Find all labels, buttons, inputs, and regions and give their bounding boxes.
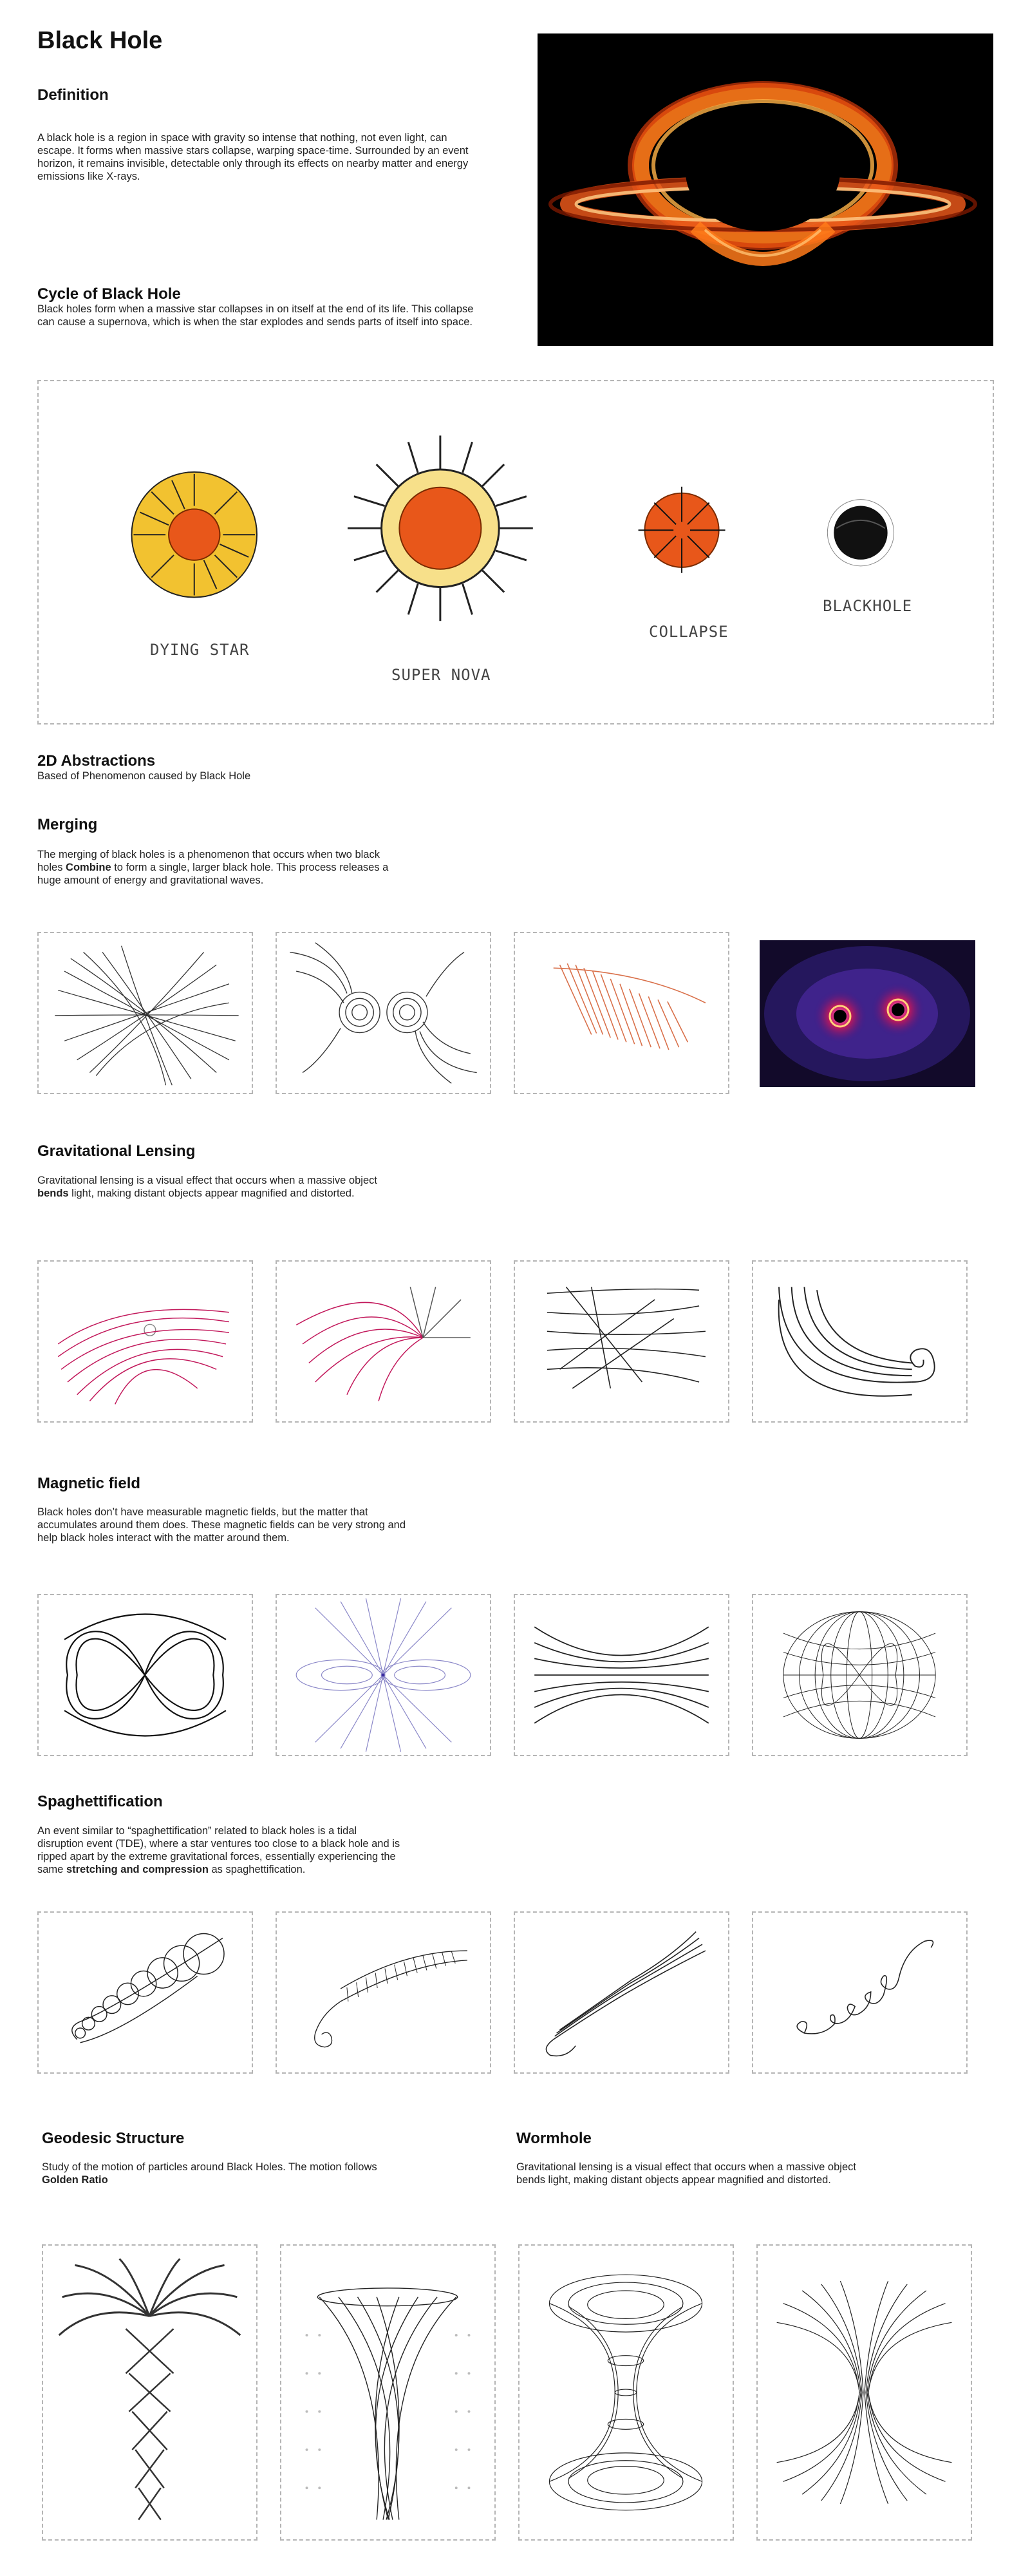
magnetic-text: Black holes don’t have measurable magnetic fields, but the matter that accumulates around them does. These magnetic fields can be very strong and help black holes interact with the matter around them. (37, 1506, 406, 1544)
supernova-sketch (348, 435, 533, 621)
stage-label-super-nova: SUPER NOVA (391, 666, 491, 684)
merging-sketch-3 (514, 932, 729, 1094)
geodesic-heading: Geodesic Structure (42, 2130, 185, 2147)
merging-sketch-1 (37, 932, 253, 1094)
cycle-illustration-box (37, 380, 994, 724)
spaghetti-sketch-1 (37, 1911, 253, 2074)
stage-label-blackhole: BLACKHOLE (823, 597, 913, 615)
wormhole-sketch-1 (518, 2244, 734, 2541)
abstractions-heading: 2D Abstractions (37, 752, 156, 770)
magnetic-heading: Magnetic field (37, 1475, 141, 1492)
lensing-sketch-3 (514, 1260, 729, 1423)
spaghetti-text: An event similar to “spaghettification” related to black holes is a tidal disruption event (TDE), where a star ventures too close to a black hole and is ripped apart by the extreme gravitational forces, essentially experiencing the same stretching and compression as spaghettification. (37, 1825, 400, 1875)
wormhole-text: Gravitational lensing is a visual effect that occurs when a massive object bends light, making distant objects appear magnified and distorted. (516, 2161, 856, 2186)
lensing-sketch-2 (276, 1260, 491, 1423)
lensing-text: Gravitational lensing is a visual effect that occurs when a massive object bends light, making distant objects appear magnified and distorted. (37, 1175, 377, 1199)
merging-text: The merging of black holes is a phenomenon that occurs when two black holes Combine to form a single, larger black hole. This process releases a huge amount of energy and gravitational waves. (37, 849, 389, 886)
geodesic-text: Study of the motion of particles around Black Holes. The motion follows Golden Ratio (42, 2161, 377, 2186)
magnetic-sketch-3 (514, 1594, 729, 1756)
lensing-heading: Gravitational Lensing (37, 1142, 196, 1160)
spaghetti-heading: Spaghettification (37, 1793, 163, 1810)
stage-label-dying-star: DYING STAR (150, 641, 250, 659)
stage-label-collapse: COLLAPSE (649, 623, 729, 641)
spaghetti-sketch-4 (752, 1911, 968, 2074)
dying-star-sketch (131, 472, 257, 598)
cycle-sketches (39, 381, 993, 723)
magnetic-sketch-4 (752, 1594, 968, 1756)
lensing-sketch-4 (752, 1260, 968, 1423)
wormhole-heading: Wormhole (516, 2130, 592, 2147)
wormhole-sketch-2 (756, 2244, 972, 2541)
black-hole-photo (538, 33, 993, 346)
abstractions-subtitle: Based of Phenomenon caused by Black Hole (37, 770, 251, 782)
merging-photo (760, 940, 975, 1087)
merging-heading: Merging (37, 816, 98, 833)
merging-sketch-2 (276, 932, 491, 1094)
magnetic-sketch-1 (37, 1594, 253, 1756)
lensing-sketch-1 (37, 1260, 253, 1423)
cycle-text: Black holes form when a massive star collapses in on itself at the end of its life. This collapse can cause a supernova, which is when the star explodes and sends parts of itself into space. (37, 303, 474, 328)
spaghetti-sketch-2 (276, 1911, 491, 2074)
geodesic-sketch-1 (42, 2244, 258, 2541)
page-title: Black Hole (37, 27, 163, 54)
geodesic-sketch-2 (280, 2244, 496, 2541)
collapse-sketch (639, 487, 726, 573)
definition-text: A black hole is a region in space with gravity so intense that nothing, not even light, can escape. It forms when massive stars collapse, warping space-time. Surrounded by an event horizon, it remains invisible, detectable only through its effects on nearby matter and energy emissions like X-rays. (37, 132, 469, 182)
spaghetti-sketch-3 (514, 1911, 729, 2074)
cycle-heading: Cycle of Black Hole (37, 285, 181, 303)
definition-heading: Definition (37, 86, 109, 104)
magnetic-sketch-2 (276, 1594, 491, 1756)
blackhole-sketch (827, 500, 894, 566)
